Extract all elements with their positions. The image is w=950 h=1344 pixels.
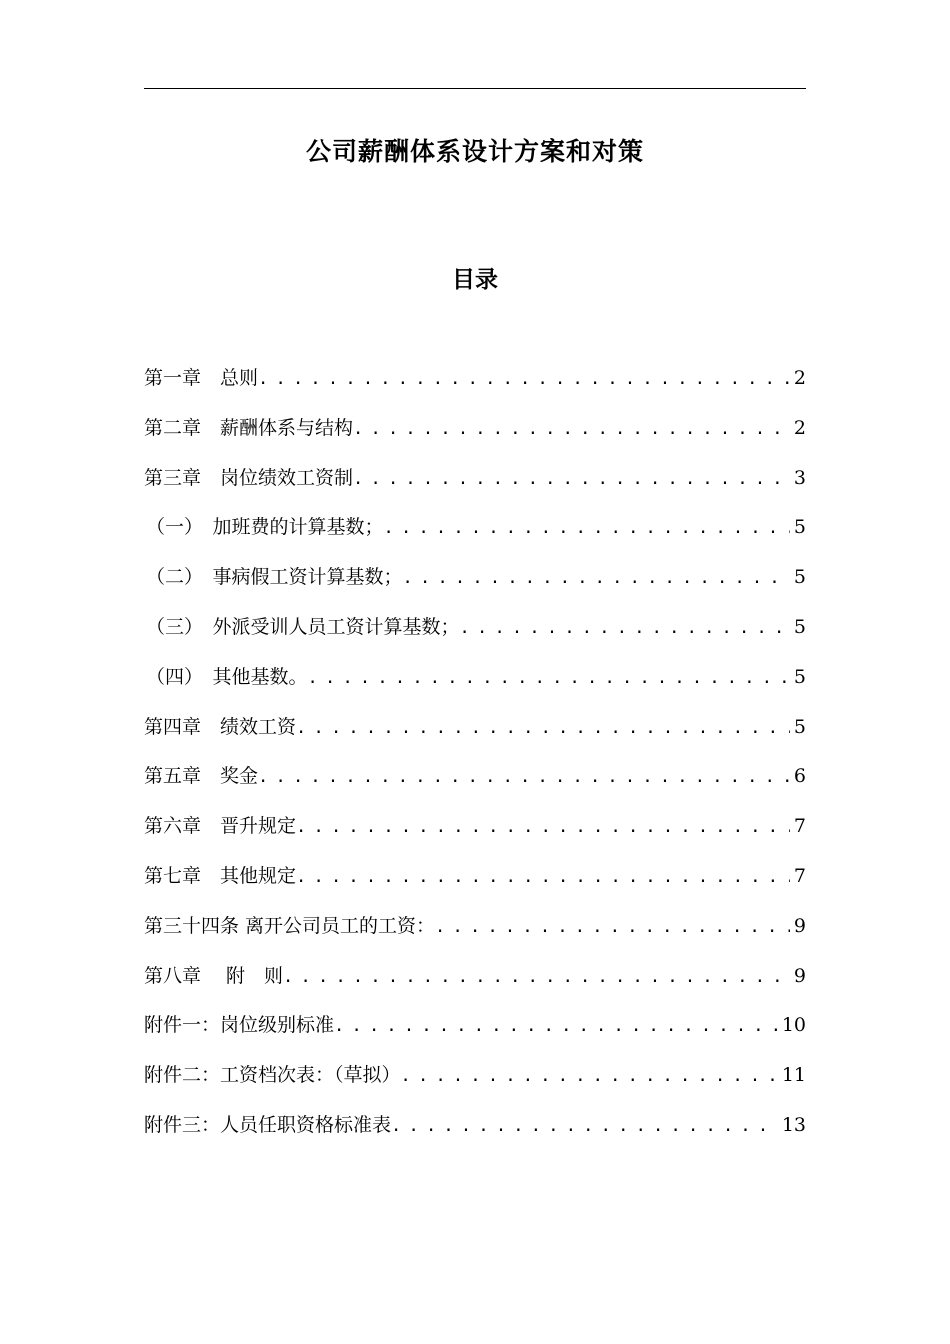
toc-entry-label: 附件二：工资档次表：（草拟） [144,1064,401,1087]
toc-dot-leader [353,405,790,454]
toc-entry-label: 第四章 绩效工资 [144,715,297,738]
toc-entry-label: 第六章 晋升规定 [144,815,297,838]
toc-entry-page: 7 [793,815,806,838]
toc-entry[interactable] [144,1051,806,1101]
toc-entry-label: 第八章 附 则 [144,964,284,987]
document-title: 公司薪酬体系设计方案和对策 [305,137,644,166]
toc-dot-leader [334,1002,778,1051]
header-rule [144,88,806,89]
toc-dot-leader [308,654,790,703]
toc-dot-leader [403,554,790,603]
toc-dot-leader [296,803,790,852]
toc-entry[interactable] [144,404,806,454]
toc-entry[interactable] [144,553,806,603]
toc-entry-label: （三） 外派受训人员工资计算基数； [146,615,460,638]
toc-entry[interactable] [144,802,806,852]
toc-entry-page: 10 [781,1014,806,1037]
toc-entry[interactable] [144,354,806,404]
toc-dot-leader [296,704,790,753]
toc-entry[interactable] [144,752,806,802]
toc-entry[interactable] [144,1101,806,1151]
toc-entry-label: 第五章 奖金 [144,765,259,788]
toc-entry-page: 5 [793,566,806,589]
toc-heading: 目录 [452,267,498,293]
toc-entry-label: 第七章 其他规定 [144,864,297,887]
toc-entry-page: 13 [781,1113,806,1136]
toc-entry-label: 第一章 总则 [144,367,259,389]
toc-entry-page: 5 [793,516,806,539]
toc-dot-leader [296,853,790,902]
toc-entry[interactable] [144,454,806,504]
toc-dot-leader [401,1052,778,1101]
toc-entry[interactable] [144,653,806,703]
table-of-contents [144,354,806,1151]
toc-entry-page: 9 [793,914,806,937]
toc-dot-leader [460,604,790,653]
toc-entry-label: 第三十四条 离开公司员工的工资： [144,914,436,937]
toc-dot-leader [435,903,790,952]
toc-entry[interactable] [144,1001,806,1051]
toc-dot-leader [258,753,790,802]
toc-entry-label: （一） 加班费的计算基数； [146,516,384,539]
toc-entry[interactable] [144,852,806,902]
toc-entry-label: （四） 其他基数。 [146,665,308,688]
toc-entry[interactable] [144,902,806,952]
toc-entry-page: 2 [793,416,806,439]
toc-entry[interactable] [144,603,806,653]
toc-entry-page: 5 [793,665,806,688]
toc-entry-label: 第二章 薪酬体系与结构 [144,416,354,439]
toc-entry[interactable] [144,952,806,1002]
toc-dot-leader [384,504,790,553]
toc-entry-label: （二） 事病假工资计算基数； [146,566,403,589]
toc-entry-label: 附件一：岗位级别标准 [144,1014,335,1037]
toc-dot-leader [353,455,790,504]
toc-entry-page: 3 [793,466,806,489]
toc-entry-page: 5 [793,715,806,738]
toc-entry-page: 11 [781,1064,806,1087]
toc-entry-page: 7 [793,864,806,887]
toc-entry-label: 附件三：人员任职资格标准表 [144,1113,392,1136]
toc-dot-leader [391,1102,778,1151]
toc-entry-page: 6 [793,765,806,788]
toc-entry[interactable] [144,503,806,553]
toc-dot-leader [283,953,790,1002]
toc-entry-page: 9 [793,964,806,987]
toc-entry-page: 2 [793,367,806,389]
toc-dot-leader [258,355,790,404]
toc-entry-label: 第三章 岗位绩效工资制 [144,466,354,489]
toc-entry-page: 5 [793,615,806,638]
toc-entry[interactable] [144,703,806,753]
